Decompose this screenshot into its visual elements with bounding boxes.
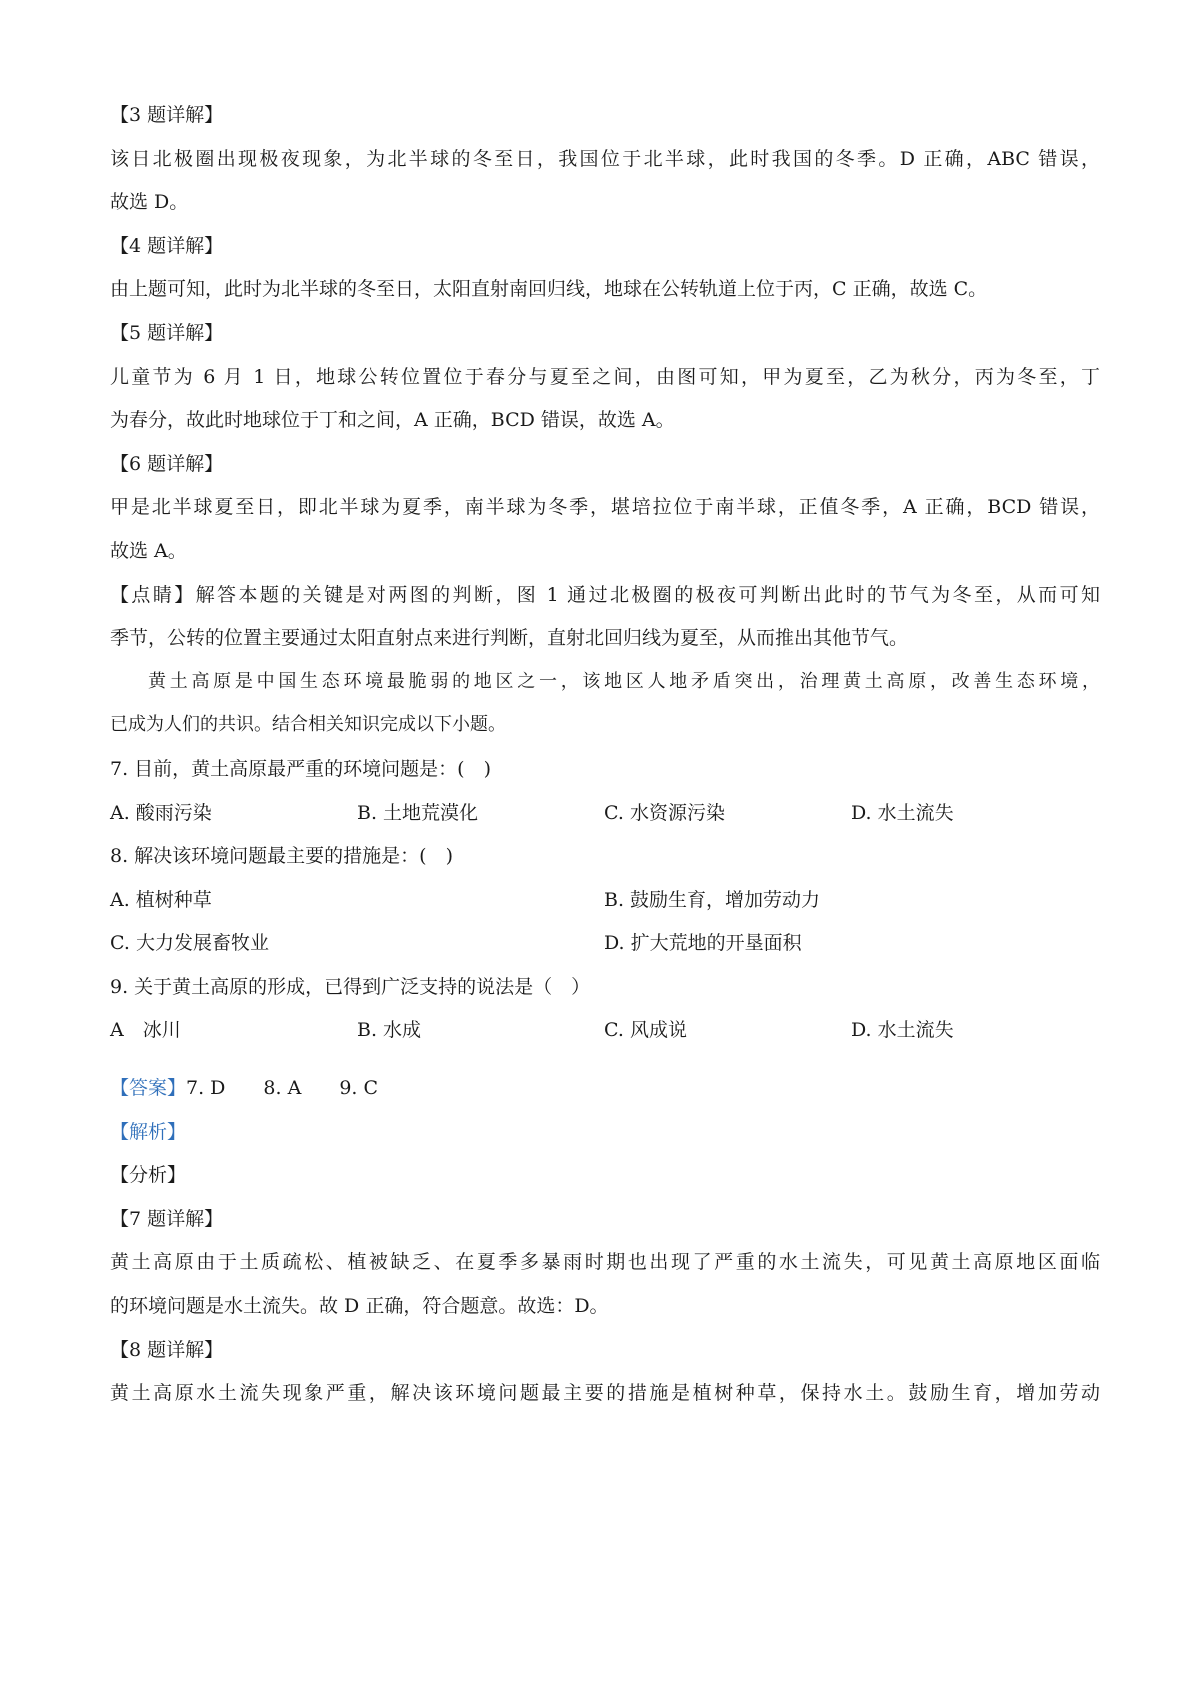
section-3-text-line-2: 故选 D。 bbox=[110, 191, 189, 213]
q8-option-c: C. 大力发展畜牧业 bbox=[110, 932, 269, 954]
question-8: 8. 解决该环境问题最主要的措施是：( ) bbox=[110, 845, 453, 867]
q9-option-c: C. 风成说 bbox=[604, 1019, 687, 1041]
q7-option-c: C. 水资源污染 bbox=[604, 802, 725, 824]
q8-option-d: D. 扩大荒地的开垦面积 bbox=[604, 932, 802, 954]
section-3-heading: 【3 题详解】 bbox=[110, 104, 224, 126]
section-8-text-line-1: 黄土高原水土流失现象严重，解决该环境问题最主要的措施是植树种草，保持水土。鼓励生育，增加劳动 bbox=[110, 1382, 1100, 1404]
q8-option-b: B. 鼓励生育，增加劳动力 bbox=[604, 889, 821, 911]
passage-line-1: 黄土高原是中国生态环境最脆弱的地区之一，该地区人地矛盾突出，治理黄土高原，改善生态环境， bbox=[148, 671, 1100, 692]
answer-item-8: 8. A bbox=[263, 1077, 302, 1099]
fenxi-heading: 【分析】 bbox=[110, 1164, 187, 1186]
section-7-text-line-1: 黄土高原由于土质疏松、植被缺乏、在夏季多暴雨时期也出现了严重的水土流失，可见黄土高原地区面临 bbox=[110, 1251, 1100, 1273]
q7-option-d: D. 水土流失 bbox=[851, 802, 954, 824]
section-5-text-line-1: 儿童节为 6 月 1 日，地球公转位置位于春分与夏至之间，由图可知，甲为夏至，乙为秋分，丙为冬至，丁 bbox=[110, 366, 1100, 388]
answer-item-7: 7. D bbox=[186, 1077, 226, 1099]
section-8-heading: 【8 题详解】 bbox=[110, 1339, 224, 1361]
dianjing-text-line-1: 【点睛】解答本题的关键是对两图的判断，图 1 通过北极圈的极夜可判断出此时的节气为冬至，从而可知 bbox=[110, 584, 1100, 606]
section-7-text-line-2: 的环境问题是水土流失。故 D 正确，符合题意。故选：D。 bbox=[110, 1295, 609, 1317]
section-3-text-line-1: 该日北极圈出现极夜现象，为北半球的冬至日，我国位于北半球，此时我国的冬季。D 正确，ABC 错误， bbox=[110, 148, 1100, 170]
section-4-text-line-1: 由上题可知，此时为北半球的冬至日，太阳直射南回归线，地球在公转轨道上位于丙，C 正确，故选 C。 bbox=[110, 278, 988, 300]
section-6-text-line-2: 故选 A。 bbox=[110, 540, 187, 562]
section-5-text-line-2: 为春分，故此时地球位于丁和之间，A 正确，BCD 错误，故选 A。 bbox=[110, 409, 675, 431]
section-4-heading: 【4 题详解】 bbox=[110, 235, 224, 257]
dianjing-text-line-2: 季节，公转的位置主要通过太阳直射点来进行判断，直射北回归线为夏至，从而推出其他节气。 bbox=[110, 627, 909, 649]
q9-option-b: B. 水成 bbox=[357, 1019, 422, 1041]
q9-option-d: D. 水土流失 bbox=[851, 1019, 954, 1041]
jiexi-heading: 【解析】 bbox=[110, 1121, 187, 1143]
q7-option-b: B. 土地荒漠化 bbox=[357, 802, 479, 824]
section-7-heading: 【7 题详解】 bbox=[110, 1208, 224, 1230]
answer-item-9: 9. C bbox=[339, 1077, 379, 1099]
q8-option-a: A. 植树种草 bbox=[110, 889, 212, 911]
q9-option-a: A 冰川 bbox=[110, 1019, 181, 1041]
section-6-text-line-1: 甲是北半球夏至日，即北半球为夏季，南半球为冬季，堪培拉位于南半球，正值冬季，A 正确，BCD 错误， bbox=[110, 496, 1100, 518]
section-6-heading: 【6 题详解】 bbox=[110, 453, 224, 475]
answer-row bbox=[110, 1075, 1100, 1101]
passage-line-2: 已成为人们的共识。结合相关知识完成以下小题。 bbox=[110, 714, 506, 735]
section-5-heading: 【5 题详解】 bbox=[110, 322, 224, 344]
answer-label: 【答案】 bbox=[110, 1077, 187, 1099]
q7-option-a: A. 酸雨污染 bbox=[110, 802, 212, 824]
question-7: 7. 目前，黄土高原最严重的环境问题是：( ) bbox=[110, 758, 491, 780]
question-9: 9. 关于黄土高原的形成，已得到广泛支持的说法是（ ） bbox=[110, 976, 591, 998]
